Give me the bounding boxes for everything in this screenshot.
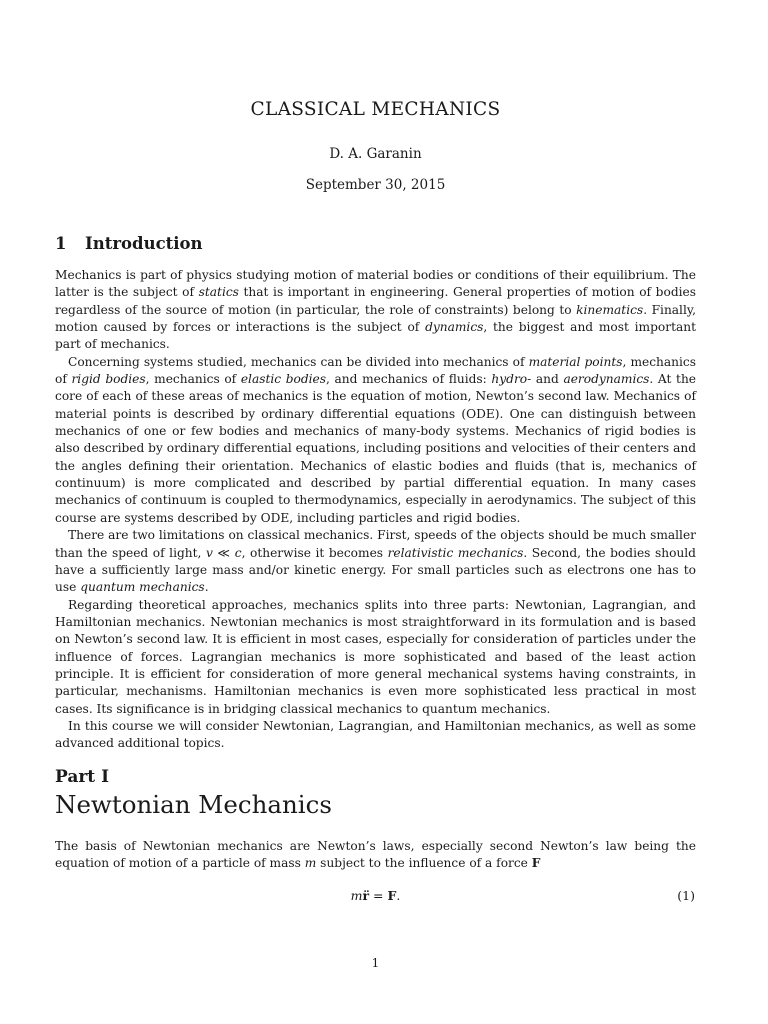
equation-1 <box>55 888 696 908</box>
text-run: There are two limitations on classical mechanics. First, speeds of the objects should be much smaller than the speed of light, <box>55 528 696 560</box>
page-number: 1 <box>371 956 380 970</box>
text-run: . Second, the bodies should have a sufficiently large mass and/or kinetic energy. For small particles such as electrons one has to use <box>55 545 696 595</box>
section-heading <box>55 234 203 253</box>
publication-date: September 30, 2015 <box>305 177 446 193</box>
introduction-body <box>55 267 696 753</box>
text-run: that is important in engineering. General properties of motion of bodies regardless of the source of motion (in particular, the role of constraints) belong to <box>55 285 696 317</box>
emphasis-statics: statics <box>198 285 239 300</box>
math-variable-m: m <box>350 888 363 903</box>
text-run: , mechanics of <box>145 372 241 387</box>
math-operator: = <box>369 888 388 903</box>
emphasis-quantum: quantum mechanics <box>80 580 205 595</box>
math-variable-m: m <box>304 856 317 871</box>
author-name: D. A. Garanin <box>329 146 422 162</box>
equation-body <box>55 888 696 903</box>
paragraph <box>55 267 696 354</box>
emphasis-relativistic: relativistic mechanics <box>387 545 524 560</box>
text-run: , otherwise it becomes <box>241 545 388 560</box>
emphasis-dynamics: dynamics <box>425 320 484 335</box>
section-title: Introduction <box>85 234 203 253</box>
paragraph: In this course we will consider Newtonian, Lagrangian, and Hamiltonian mechanics, as well as some advanced additional topics. <box>55 718 696 751</box>
text-run: Concerning systems studied, mechanics can be divided into mechanics of <box>68 354 529 369</box>
text-run: , mechanics of <box>55 354 696 387</box>
paper-title: CLASSICAL MECHANICS <box>250 99 501 120</box>
paper-page <box>55 0 696 1024</box>
text-run: . At the core of each of these areas of mechanics is the equation of motion, Newton’s second law. Mechanics of material points is described by ordinary differential equations (ODE). One can distinguish between mechanics of one or few bodies and mechanics of many-body systems. Mechanics of rigid bodies is also described by ordinary differential equations, including positions and velocities of their centers and the angles defining their orientation. Mechanics of elastic bodies and fluids (that is, mechanics of continuum) is more complicated and described by partial differential equation. In many cases mechanics of continuum is coupled to thermodynamics, especially in aerodynamics. The subject of this course are systems described by ODE, including particles and rigid bodies. <box>55 372 697 525</box>
paragraph <box>55 527 696 596</box>
paragraph: Regarding theoretical approaches, mechanics splits into three parts: Newtonian, Lagrangian, and Hamiltonian mechanics. Newtonian mechanics is most straightforward in its formulation and is based on Newton’s second law. It is efficient in most cases, especially for consideration of particles under the influence of forces. Lagrangian mechanics is more sophisticated and based of the least action principle. It is efficient for consideration of more general mechanical systems having constraints, in particular, mechanisms. Hamiltonian mechanics is even more sophisticated less practical in most cases. Its significance is in bridging classical mechanics to quantum mechanics. <box>55 597 696 716</box>
paragraph <box>55 354 696 527</box>
part-title: Newtonian Mechanics <box>55 790 332 819</box>
emphasis-hydro: hydro- <box>491 372 532 387</box>
emphasis-elastic-bodies: elastic bodies <box>240 372 327 387</box>
section-number: 1 <box>55 234 67 253</box>
math-vector-F: F <box>387 888 397 903</box>
equation-number: (1) <box>677 888 695 903</box>
math-vector-r-ddot: r̈ <box>362 888 370 903</box>
text-run: . Finally, motion caused by forces or interactions is the subject of <box>55 302 696 335</box>
text-run: , the biggest and most important part of mechanics. <box>55 320 696 352</box>
emphasis-kinematics: kinematics <box>576 302 644 317</box>
part-intro <box>55 838 696 873</box>
math-vector-F: F <box>531 856 541 871</box>
text-run: The basis of Newtonian mechanics are Newton’s laws, especially second Newton’s law being the equation of motion of a particle of mass <box>55 839 696 871</box>
paragraph <box>55 838 696 873</box>
text-run: and <box>531 372 564 387</box>
math-operator: ≪ <box>212 545 235 560</box>
text-run: subject to the influence of a force <box>316 856 532 871</box>
punctuation: . <box>396 888 401 903</box>
emphasis-aerodynamics: aerodynamics <box>563 372 650 387</box>
math-variable-v: v <box>205 545 213 560</box>
emphasis-rigid-bodies: rigid bodies <box>71 372 146 387</box>
emphasis-material-points: material points <box>528 354 623 369</box>
text-run: Mechanics is part of physics studying motion of material bodies or conditions of their equilibrium. The latter is the subject of <box>55 268 696 300</box>
part-label: Part I <box>55 767 110 787</box>
text-run: , and mechanics of fluids: <box>326 372 492 387</box>
text-run: . <box>204 580 209 595</box>
math-variable-c: c <box>234 545 242 560</box>
